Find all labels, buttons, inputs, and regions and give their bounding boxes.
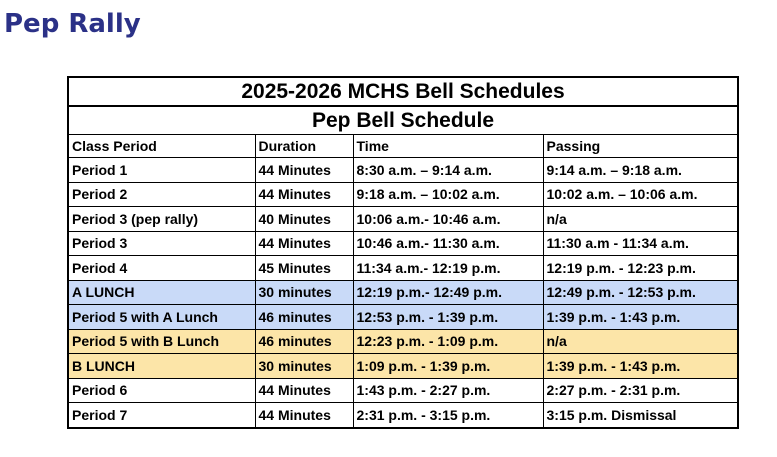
time-cell: 2:31 p.m. - 3:15 p.m. — [353, 403, 543, 428]
column-header-passing: Passing — [543, 135, 738, 158]
passing-cell: n/a — [543, 329, 738, 354]
class-period-cell: Period 1 — [68, 158, 255, 183]
time-cell: 10:46 a.m.- 11:30 a.m. — [353, 231, 543, 256]
passing-cell: 1:39 p.m. - 1:43 p.m. — [543, 305, 738, 330]
duration-cell: 30 minutes — [255, 280, 353, 305]
passing-cell: n/a — [543, 207, 738, 232]
table-row — [68, 354, 738, 379]
table-row — [68, 256, 738, 281]
time-cell: 12:53 p.m. - 1:39 p.m. — [353, 305, 543, 330]
table-row — [68, 305, 738, 330]
duration-cell: 44 Minutes — [255, 403, 353, 428]
passing-cell: 2:27 p.m. - 2:31 p.m. — [543, 378, 738, 403]
table-row — [68, 207, 738, 232]
time-cell: 12:23 p.m. - 1:09 p.m. — [353, 329, 543, 354]
duration-cell: 46 minutes — [255, 305, 353, 330]
duration-cell: 45 Minutes — [255, 256, 353, 281]
page-title: Pep Rally — [4, 9, 141, 39]
duration-cell: 46 minutes — [255, 329, 353, 354]
time-cell: 1:43 p.m. - 2:27 p.m. — [353, 378, 543, 403]
column-header-duration: Duration — [255, 135, 353, 158]
time-cell: 8:30 a.m. – 9:14 a.m. — [353, 158, 543, 183]
table-title: 2025-2026 MCHS Bell Schedules — [68, 77, 738, 106]
table-row — [68, 378, 738, 403]
passing-cell: 10:02 a.m. – 10:06 a.m. — [543, 182, 738, 207]
duration-cell: 40 Minutes — [255, 207, 353, 232]
table-row — [68, 403, 738, 428]
class-period-cell: Period 6 — [68, 378, 255, 403]
table-row — [68, 231, 738, 256]
time-cell: 1:09 p.m. - 1:39 p.m. — [353, 354, 543, 379]
passing-cell: 1:39 p.m. - 1:43 p.m. — [543, 354, 738, 379]
class-period-cell: Period 5 with A Lunch — [68, 305, 255, 330]
time-cell: 12:19 p.m.- 12:49 p.m. — [353, 280, 543, 305]
bell-schedule-table — [67, 76, 739, 429]
duration-cell: 44 Minutes — [255, 378, 353, 403]
column-header-class-period: Class Period — [68, 135, 255, 158]
table-title-row — [68, 77, 738, 106]
duration-cell: 30 minutes — [255, 354, 353, 379]
time-cell: 9:18 a.m. – 10:02 a.m. — [353, 182, 543, 207]
class-period-cell: A LUNCH — [68, 280, 255, 305]
duration-cell: 44 Minutes — [255, 182, 353, 207]
table-row — [68, 329, 738, 354]
column-header-row — [68, 135, 738, 158]
passing-cell: 3:15 p.m. Dismissal — [543, 403, 738, 428]
time-cell: 10:06 a.m.- 10:46 a.m. — [353, 207, 543, 232]
table-subtitle: Pep Bell Schedule — [68, 106, 738, 135]
column-header-time: Time — [353, 135, 543, 158]
class-period-cell: Period 2 — [68, 182, 255, 207]
class-period-cell: Period 3 (pep rally) — [68, 207, 255, 232]
passing-cell: 12:19 p.m. - 12:23 p.m. — [543, 256, 738, 281]
class-period-cell: B LUNCH — [68, 354, 255, 379]
time-cell: 11:34 a.m.- 12:19 p.m. — [353, 256, 543, 281]
class-period-cell: Period 7 — [68, 403, 255, 428]
class-period-cell: Period 4 — [68, 256, 255, 281]
table-subtitle-row — [68, 106, 738, 135]
duration-cell: 44 Minutes — [255, 158, 353, 183]
table-row — [68, 158, 738, 183]
class-period-cell: Period 5 with B Lunch — [68, 329, 255, 354]
passing-cell: 9:14 a.m. – 9:18 a.m. — [543, 158, 738, 183]
passing-cell: 11:30 a.m - 11:34 a.m. — [543, 231, 738, 256]
duration-cell: 44 Minutes — [255, 231, 353, 256]
passing-cell: 12:49 p.m. - 12:53 p.m. — [543, 280, 738, 305]
table-row — [68, 280, 738, 305]
class-period-cell: Period 3 — [68, 231, 255, 256]
table-row — [68, 182, 738, 207]
